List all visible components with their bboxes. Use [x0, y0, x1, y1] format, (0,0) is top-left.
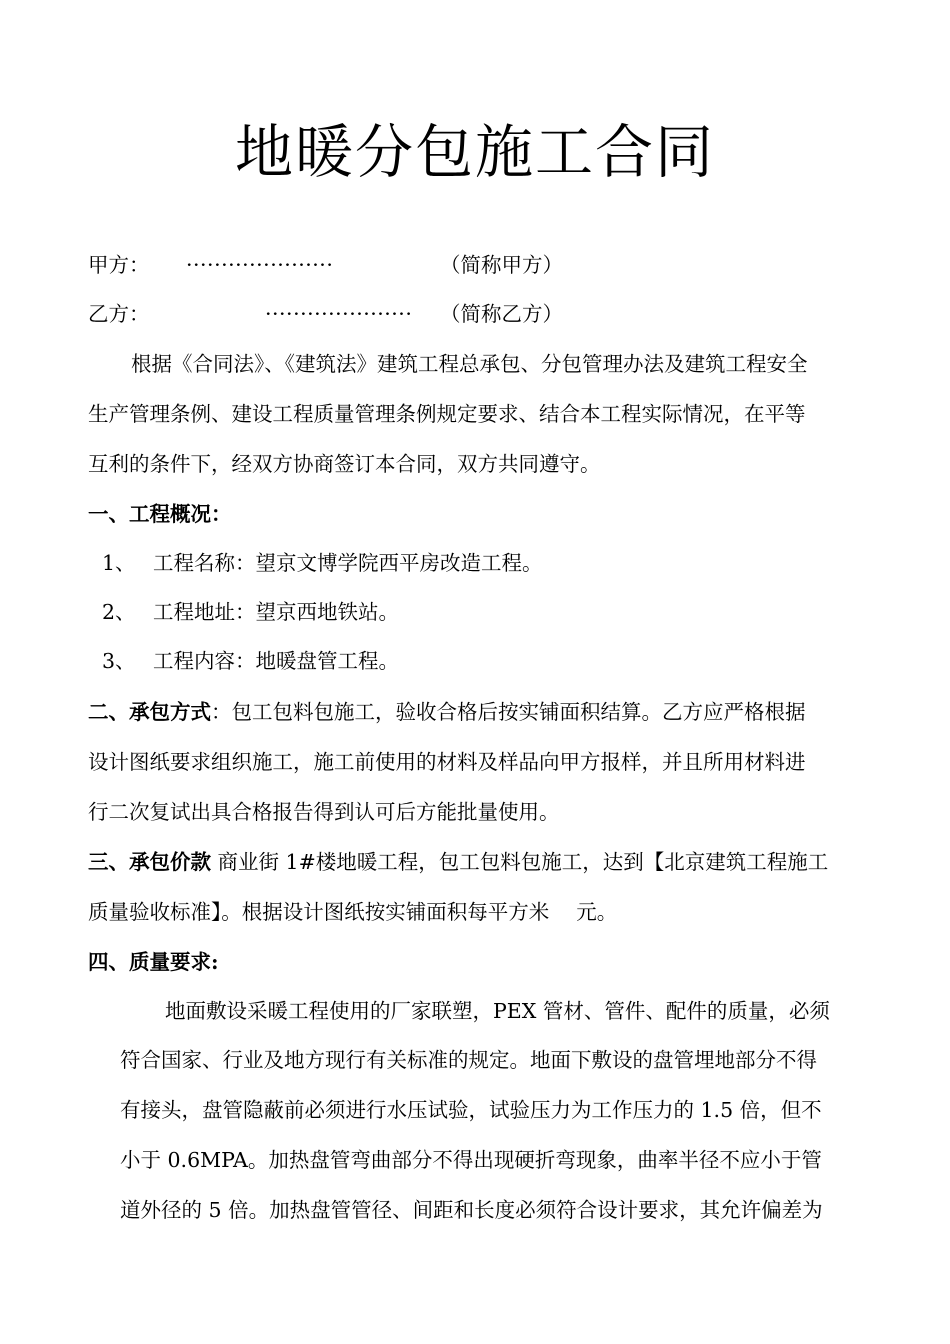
party-a-note: （简称甲方） — [440, 253, 563, 277]
section-4-line-4: 小于 0.6MPA。加热盘管弯曲部分不得出现硬折弯现象，曲率半径不应小于管 — [120, 1148, 822, 1172]
intro-line-2: 生产管理条例、建设工程质量管理条例规定要求、结合本工程实际情况，在平等 — [88, 402, 806, 426]
party-a-blank: ····················· — [186, 253, 334, 277]
section-2-line-1 — [88, 697, 806, 727]
document-title: 地暖分包施工合同 — [234, 118, 715, 186]
item-2-text: 工程地址：望京西地铁站。 — [153, 600, 399, 624]
item-1-number: 1、 — [102, 551, 136, 575]
party-a-label: 甲方： — [88, 253, 150, 277]
section-4-line-1: 地面敷设采暖工程使用的厂家联塑，PEX 管材、管件、配件的质量，必须 — [165, 999, 830, 1023]
section-4-line-5: 道外径的 5 倍。加热盘管管径、间距和长度必须符合设计要求，其允许偏差为 — [120, 1198, 823, 1222]
section-1-heading: 一、工程概况： — [88, 502, 232, 526]
section-3-line-1 — [88, 847, 828, 877]
section-4-line-3: 有接头，盘管隐蔽前必须进行水压试验，试验压力为工作压力的 1.5 倍，但不 — [120, 1098, 822, 1122]
section-2-line-2: 设计图纸要求组织施工，施工前使用的材料及样品向甲方报样，并且所用材料进 — [88, 750, 806, 774]
item-2-number: 2、 — [102, 600, 136, 624]
party-b-row — [88, 299, 150, 329]
party-b-note: （简称乙方） — [440, 302, 563, 326]
section-2-heading: 二、承包方式 — [88, 700, 211, 724]
party-b-blank: ····················· — [265, 302, 413, 326]
section-3-text-1: 商业街 1#楼地暖工程，包工包料包施工，达到【北京建筑工程施工 — [211, 850, 829, 874]
intro-line-3: 互利的条件下，经双方协商签订本合同，双方共同遵守。 — [88, 452, 601, 476]
section-2-line-3: 行二次复试出具合格报告得到认可后方能批量使用。 — [88, 800, 560, 824]
item-3-text: 工程内容：地暖盘管工程。 — [153, 649, 399, 673]
section-3-line-2: 质量验收标准】。根据设计图纸按实铺面积每平方米 元。 — [88, 900, 618, 924]
item-1-text: 工程名称：望京文博学院西平房改造工程。 — [153, 551, 543, 575]
party-b-label: 乙方： — [88, 302, 150, 326]
section-4-line-2: 符合国家、行业及地方现行有关标准的规定。地面下敷设的盘管埋地部分不得 — [120, 1048, 817, 1072]
party-a-row — [88, 250, 150, 280]
section-3-heading: 三、承包价款 — [88, 850, 211, 874]
intro-line-1: 根据《合同法》、《建筑法》建筑工程总承包、分包管理办法及建筑工程安全 — [131, 352, 808, 376]
section-4-heading: 四、质量要求: — [88, 950, 219, 974]
section-2-text-1: ：包工包料包施工，验收合格后按实铺面积结算。乙方应严格根据 — [211, 700, 806, 724]
item-3-number: 3、 — [102, 649, 136, 673]
